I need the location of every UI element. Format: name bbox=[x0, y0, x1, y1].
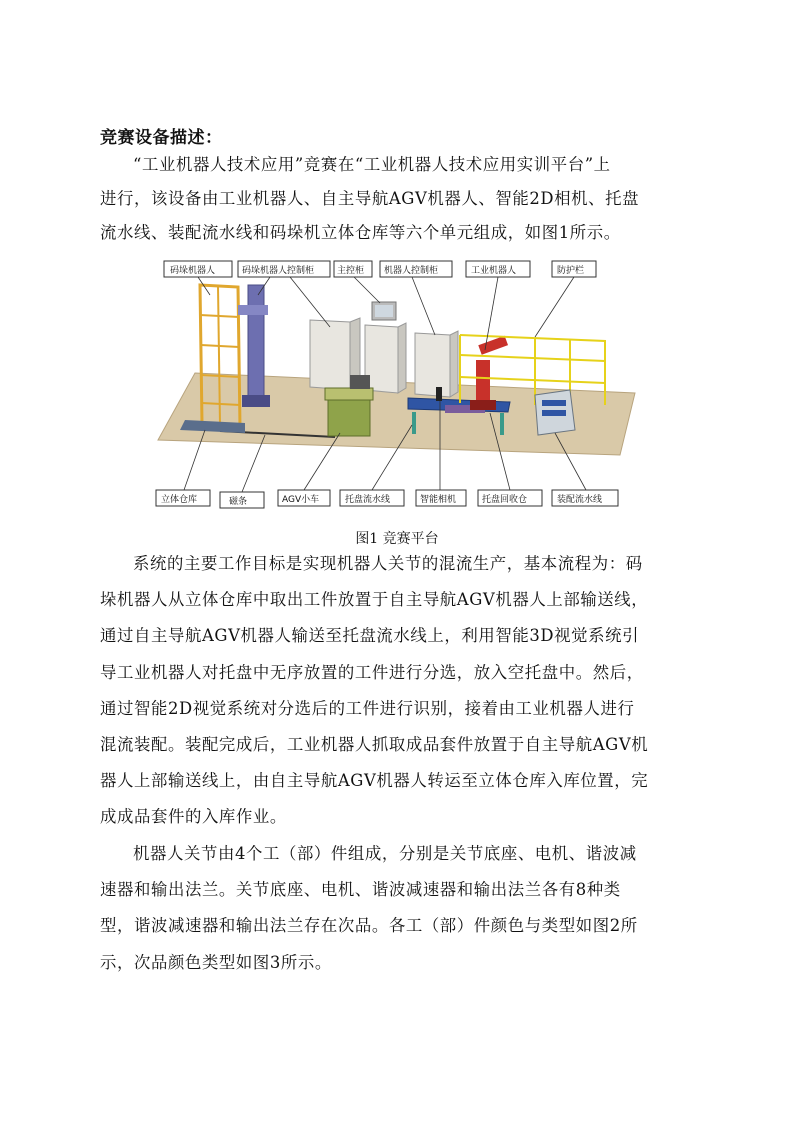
intro-paragraph bbox=[100, 148, 696, 250]
paragraph-line: 器人上部输送线上，由自主导航AGV机器人转运至立体仓库入库位置，完 bbox=[100, 771, 649, 791]
label-guard-fence: 防护栏 bbox=[557, 266, 585, 276]
label-robot-cabinet: 机器人控制柜 bbox=[384, 266, 439, 276]
label-warehouse: 立体仓库 bbox=[161, 495, 198, 505]
label-stacking-robot: 码垛机器人 bbox=[170, 266, 216, 276]
label-stacking-cabinet: 码垛机器人控制柜 bbox=[242, 266, 315, 276]
paragraph-line: 速器和输出法兰。关节底座、电机、谐波减速器和输出法兰各有8种类 bbox=[100, 880, 621, 900]
paragraph-line: 系统的主要工作目标是实现机器人关节的混流生产，基本流程为：码 bbox=[133, 554, 643, 573]
workflow-paragraph bbox=[100, 546, 696, 836]
paragraph-line: “工业机器人技术应用”竞赛在“工业机器人技术应用实训平台”上 bbox=[133, 155, 611, 174]
paragraph-line: 机器人关节由4个工（部）件组成，分别是关节底座、电机、谐波减 bbox=[133, 844, 637, 863]
paragraph-line: 混流装配。装配完成后，工业机器人抓取成品套件放置于自主导航AGV机 bbox=[100, 735, 649, 755]
components-paragraph bbox=[100, 836, 696, 981]
label-industrial-robot: 工业机器人 bbox=[471, 266, 517, 276]
section-heading: 竞赛设备描述： bbox=[100, 128, 223, 148]
label-pallet-recycle: 托盘回收仓 bbox=[482, 495, 528, 505]
paragraph-line: 垛机器人从立体仓库中取出工件放置于自主导航AGV机器人上部输送线， bbox=[100, 590, 649, 610]
main-control-cabinet bbox=[365, 302, 406, 393]
platform-figure bbox=[150, 255, 640, 515]
smart-camera bbox=[436, 387, 442, 401]
label-agv: AGV小车 bbox=[282, 495, 320, 505]
figure-caption: 图1 竞赛平台 bbox=[355, 531, 439, 547]
label-assembly-conveyor: 装配流水线 bbox=[557, 495, 603, 505]
paragraph-line: 通过自主导航AGV机器人输送至托盘流水线上，利用智能3D视觉系统引 bbox=[100, 626, 640, 646]
assembly-conveyor bbox=[535, 390, 575, 435]
paragraph-line: 通过智能2D视觉系统对分选后的工件进行识别，接着由工业机器人进行 bbox=[100, 698, 635, 718]
paragraph-line: 型，谐波减速器和输出法兰存在次品。各工（部）件颜色与类型如图2所 bbox=[100, 916, 638, 936]
paragraph-line: 成成品套件的入库作业。 bbox=[100, 807, 287, 827]
paragraph-line: 示，次品颜色类型如图3所示。 bbox=[100, 952, 332, 972]
paragraph-line: 进行，该设备由工业机器人、自主导航AGV机器人、智能2D相机、托盘 bbox=[100, 189, 640, 208]
label-smart-camera: 智能相机 bbox=[420, 495, 457, 505]
label-pallet-conveyor: 托盘流水线 bbox=[345, 495, 391, 505]
label-magnetic-strip: 磁条 bbox=[229, 497, 248, 507]
paragraph-line: 导工业机器人对托盘中无序放置的工件进行分选，放入空托盘中。然后， bbox=[100, 662, 644, 682]
label-main-cabinet: 主控柜 bbox=[337, 266, 365, 276]
paragraph-line: 流水线、装配流水线和码垛机立体仓库等六个单元组成，如图1所示。 bbox=[100, 223, 621, 242]
